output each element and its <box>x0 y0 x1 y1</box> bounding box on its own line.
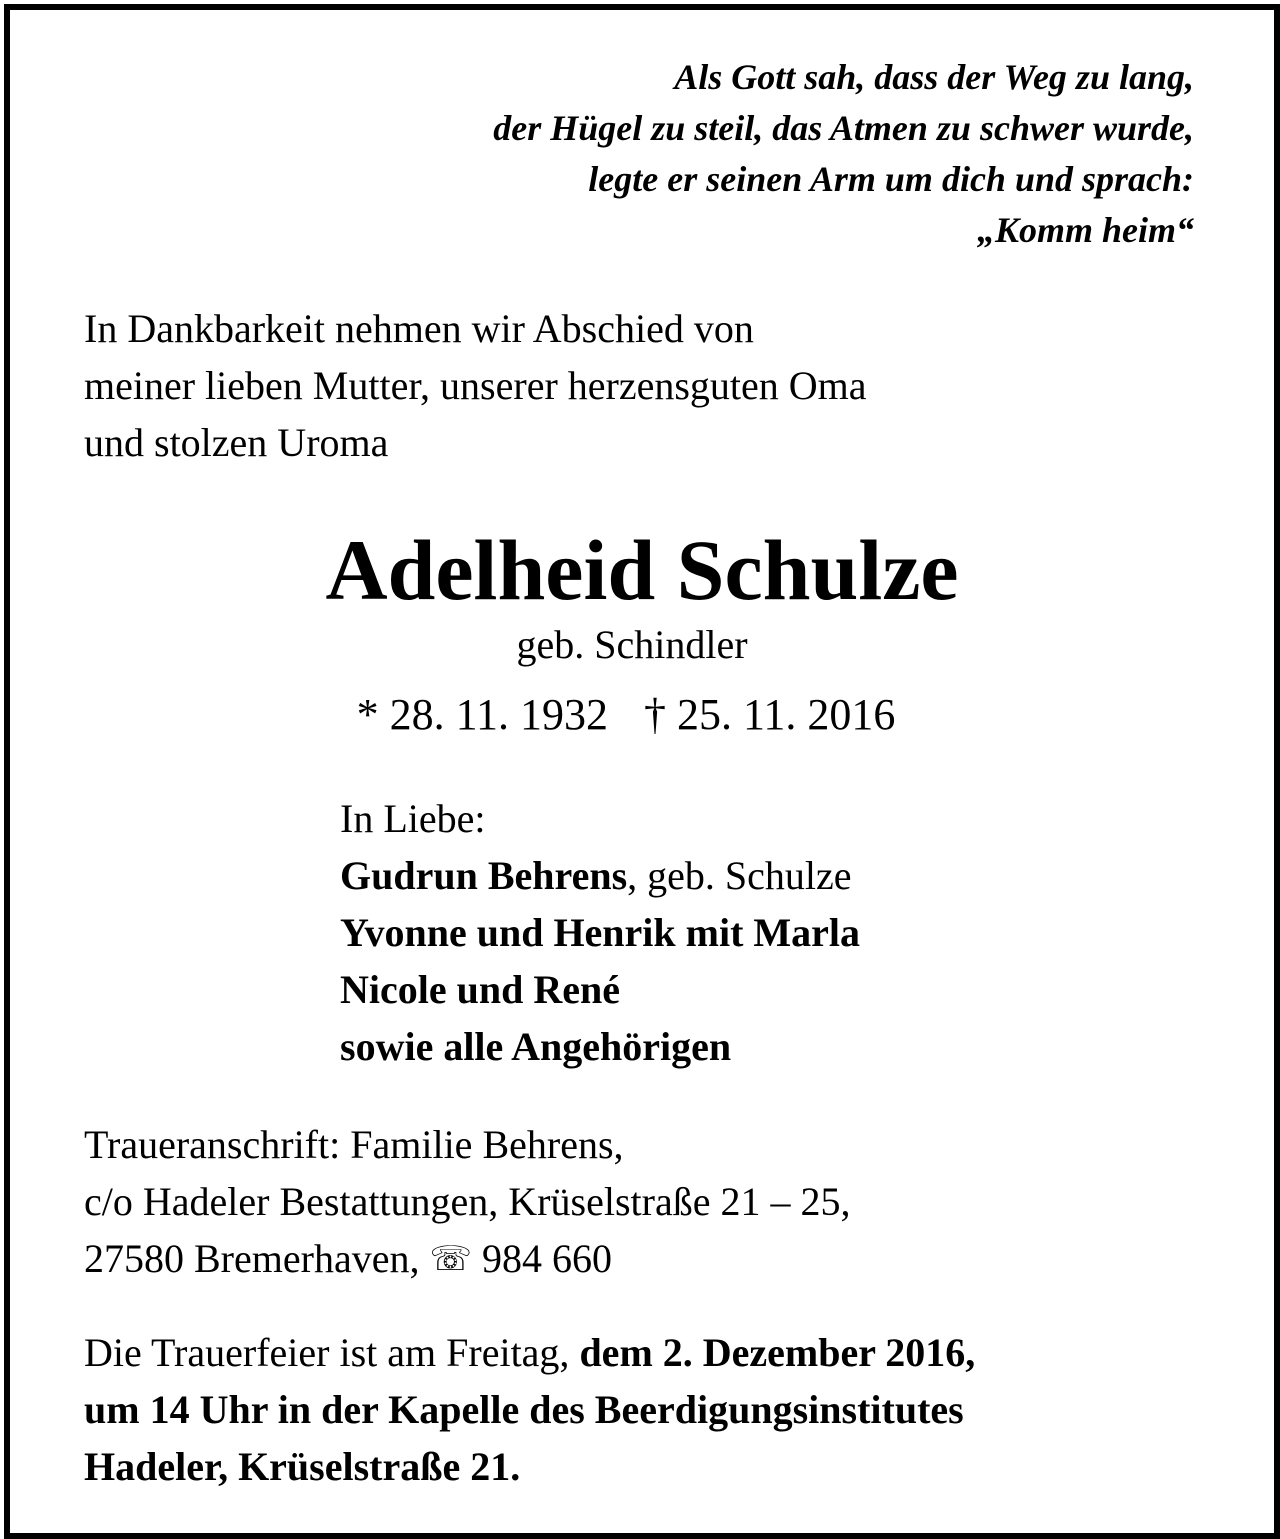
poem-block <box>493 52 1194 256</box>
mourners-heading: In Liebe: <box>340 796 486 841</box>
mourner-line: Nicole und René <box>340 967 620 1012</box>
mourners-block <box>340 790 860 1075</box>
obituary-frame <box>4 4 1280 1539</box>
poem-line: der Hügel zu steil, das Atmen zu schwer wurde, <box>493 108 1194 148</box>
deceased-name: Adelheid Schulze <box>325 522 959 618</box>
ceremony-line <box>84 1324 975 1381</box>
life-dates <box>10 688 1242 742</box>
death-date: † 25. 11. 2016 <box>644 690 896 739</box>
mourner-name: Gudrun Behrens <box>340 853 628 898</box>
maiden-name: geb. Schindler <box>516 622 748 667</box>
intro-line: und stolzen Uroma <box>84 420 389 465</box>
ceremony-line: Hadeler, Krüselstraße 21. <box>84 1444 521 1489</box>
birth-date: * 28. 11. 1932 <box>356 690 608 739</box>
phone-number: 984 660 <box>481 1236 612 1281</box>
address-line: c/o Hadeler Bestattungen, Krüselstraße 21 – 25, <box>84 1179 851 1224</box>
poem-line: legte er seinen Arm um dich und sprach: <box>588 159 1194 199</box>
ceremony-line: um 14 Uhr in der Kapelle des Beerdigungsinstitutes <box>84 1387 964 1432</box>
poem-line: „Komm heim“ <box>976 210 1194 250</box>
address-line: Traueranschrift: Familie Behrens, <box>84 1122 624 1167</box>
address-line <box>84 1230 850 1288</box>
ceremony-date: dem 2. Dezember 2016, <box>579 1330 976 1375</box>
intro-line: meiner lieben Mutter, unserer herzensguten Oma <box>84 363 867 408</box>
ceremony-info <box>84 1324 975 1495</box>
mourner-line: sowie alle Angehörigen <box>340 1024 732 1069</box>
intro-line: In Dankbarkeit nehmen wir Abschied von <box>84 306 754 351</box>
telephone-icon: ☏ <box>429 1239 472 1279</box>
mourner-line <box>340 847 860 904</box>
ceremony-day: Die Trauerfeier ist am Freitag, <box>84 1330 580 1375</box>
intro-text <box>84 300 867 471</box>
mourner-line: Yvonne und Henrik mit Marla <box>340 910 861 955</box>
mourner-note: , geb. Schulze <box>627 853 852 898</box>
address-city: 27580 Bremerhaven, <box>84 1236 420 1281</box>
poem-line: Als Gott sah, dass der Weg zu lang, <box>674 57 1194 97</box>
mourning-address <box>84 1116 850 1288</box>
